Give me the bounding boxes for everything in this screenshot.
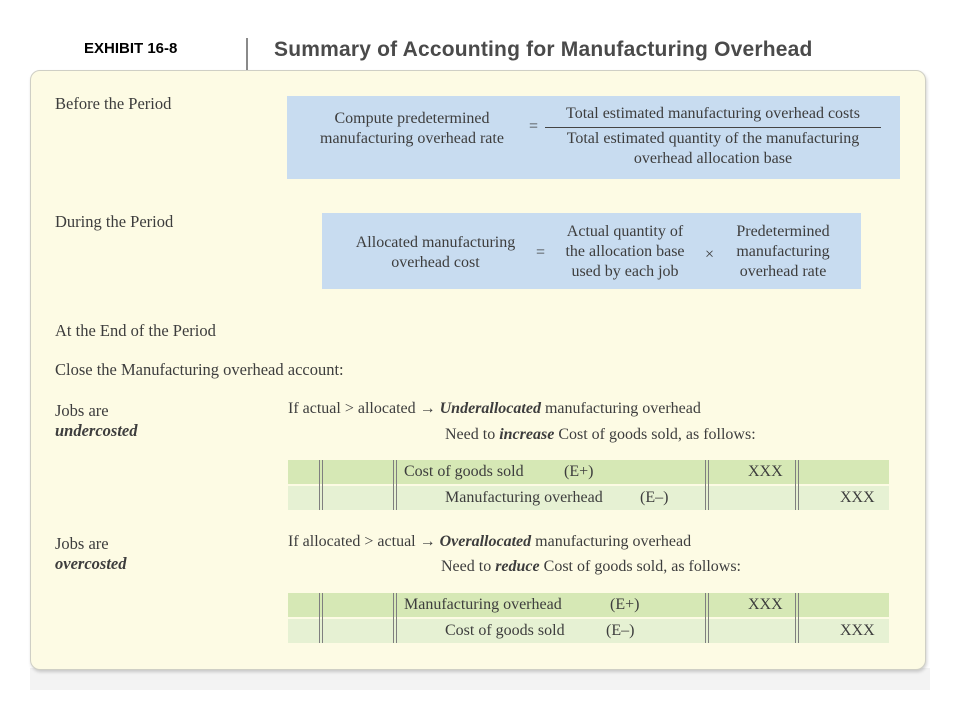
right-arrow-icon: → bbox=[419, 400, 436, 417]
formula-lhs bbox=[287, 109, 537, 149]
undercosted-journal-entry bbox=[288, 460, 889, 510]
account-name: Manufacturing overhead bbox=[404, 596, 562, 613]
allocation-lhs bbox=[342, 233, 529, 273]
actual-quantity-line1: Actual quantity of bbox=[566, 223, 684, 240]
overcosted-label bbox=[55, 534, 126, 574]
header-divider bbox=[246, 38, 248, 72]
formula-lhs-line2: manufacturing overhead rate bbox=[320, 130, 504, 147]
statement-condition: If allocated > actual bbox=[288, 533, 416, 550]
predetermined-rate-term bbox=[722, 222, 844, 282]
column-divider bbox=[705, 593, 706, 643]
column-divider bbox=[708, 593, 709, 643]
close-account-text: Close the Manufacturing overhead account: bbox=[55, 360, 344, 379]
multiply-sign: × bbox=[705, 246, 715, 263]
column-divider bbox=[798, 593, 799, 643]
account-effect: (E+) bbox=[564, 463, 594, 480]
underallocated-statement bbox=[288, 400, 701, 418]
during-period-label: During the Period bbox=[55, 212, 174, 231]
allocation-lhs-line1: Allocated manufacturing bbox=[355, 234, 516, 251]
overcosted-label-line1: Jobs are bbox=[55, 534, 109, 553]
predetermined-rate-line2: manufacturing bbox=[736, 243, 830, 260]
formula-lhs-line1: Compute predetermined bbox=[334, 110, 490, 127]
overcosted-journal-entry bbox=[288, 593, 889, 643]
need-prefix: Need to bbox=[445, 426, 496, 443]
account-name: Manufacturing overhead bbox=[445, 489, 603, 506]
before-period-label: Before the Period bbox=[55, 94, 172, 113]
column-divider bbox=[322, 460, 323, 510]
right-arrow-icon: → bbox=[419, 533, 436, 550]
statement-subject: manufacturing overhead bbox=[535, 533, 692, 550]
account-effect: (E+) bbox=[610, 596, 640, 613]
panel-shadow-strip bbox=[30, 668, 930, 690]
equals-sign: = bbox=[529, 118, 539, 135]
statement-status: Underallocated bbox=[439, 400, 541, 417]
overcosted-label-line2: overcosted bbox=[55, 554, 127, 573]
end-period-label: At the End of the Period bbox=[55, 321, 216, 340]
overallocated-statement bbox=[288, 533, 691, 551]
fraction-bar bbox=[545, 127, 881, 128]
debit-amount: XXX bbox=[748, 463, 783, 480]
formula-denominator-line2: overhead allocation base bbox=[633, 150, 793, 167]
column-divider bbox=[795, 460, 796, 510]
column-divider bbox=[708, 460, 709, 510]
predetermined-rate-line3: overhead rate bbox=[739, 263, 827, 280]
actual-quantity-line2: the allocation base bbox=[565, 243, 685, 260]
column-divider bbox=[393, 460, 394, 510]
column-divider bbox=[319, 593, 320, 643]
need-action: increase bbox=[499, 426, 555, 443]
column-divider bbox=[396, 460, 397, 510]
column-divider bbox=[705, 460, 706, 510]
need-suffix: Cost of goods sold, as follows: bbox=[558, 426, 756, 443]
increase-cogs-statement bbox=[445, 426, 756, 444]
equals-sign: = bbox=[536, 244, 546, 261]
column-divider bbox=[322, 593, 323, 643]
actual-quantity-line3: used by each job bbox=[571, 263, 679, 280]
account-effect: (E–) bbox=[606, 622, 635, 639]
need-prefix: Need to bbox=[441, 558, 492, 575]
need-action: reduce bbox=[495, 558, 540, 575]
exhibit-number: EXHIBIT 16-8 bbox=[84, 40, 178, 57]
reduce-cogs-statement bbox=[441, 558, 741, 576]
credit-amount: XXX bbox=[840, 622, 875, 639]
actual-quantity-term bbox=[550, 222, 700, 282]
predetermined-rate-formula-box bbox=[287, 96, 900, 179]
allocation-formula-box bbox=[322, 213, 861, 289]
column-divider bbox=[396, 593, 397, 643]
need-suffix: Cost of goods sold, as follows: bbox=[543, 558, 741, 575]
statement-subject: manufacturing overhead bbox=[544, 400, 701, 417]
predetermined-rate-line1: Predetermined bbox=[736, 223, 830, 240]
column-divider bbox=[795, 593, 796, 643]
account-name: Cost of goods sold bbox=[404, 463, 524, 480]
undercosted-label bbox=[55, 401, 138, 441]
undercosted-label-line1: Jobs are bbox=[55, 401, 109, 420]
account-name: Cost of goods sold bbox=[445, 622, 565, 639]
statement-status: Overallocated bbox=[439, 533, 532, 550]
exhibit-title: Summary of Accounting for Manufacturing Overhead bbox=[274, 38, 813, 61]
allocation-lhs-line2: overhead cost bbox=[391, 254, 480, 271]
formula-denominator bbox=[545, 129, 881, 169]
column-divider bbox=[798, 460, 799, 510]
formula-numerator: Total estimated manufacturing overhead costs bbox=[566, 105, 860, 122]
account-effect: (E–) bbox=[640, 489, 669, 506]
formula-denominator-line1: Total estimated quantity of the manufacturing bbox=[566, 130, 860, 147]
debit-amount: XXX bbox=[748, 596, 783, 613]
undercosted-label-line2: undercosted bbox=[55, 421, 138, 440]
column-divider bbox=[319, 460, 320, 510]
credit-amount: XXX bbox=[840, 489, 875, 506]
column-divider bbox=[393, 593, 394, 643]
statement-condition: If actual > allocated bbox=[288, 400, 416, 417]
